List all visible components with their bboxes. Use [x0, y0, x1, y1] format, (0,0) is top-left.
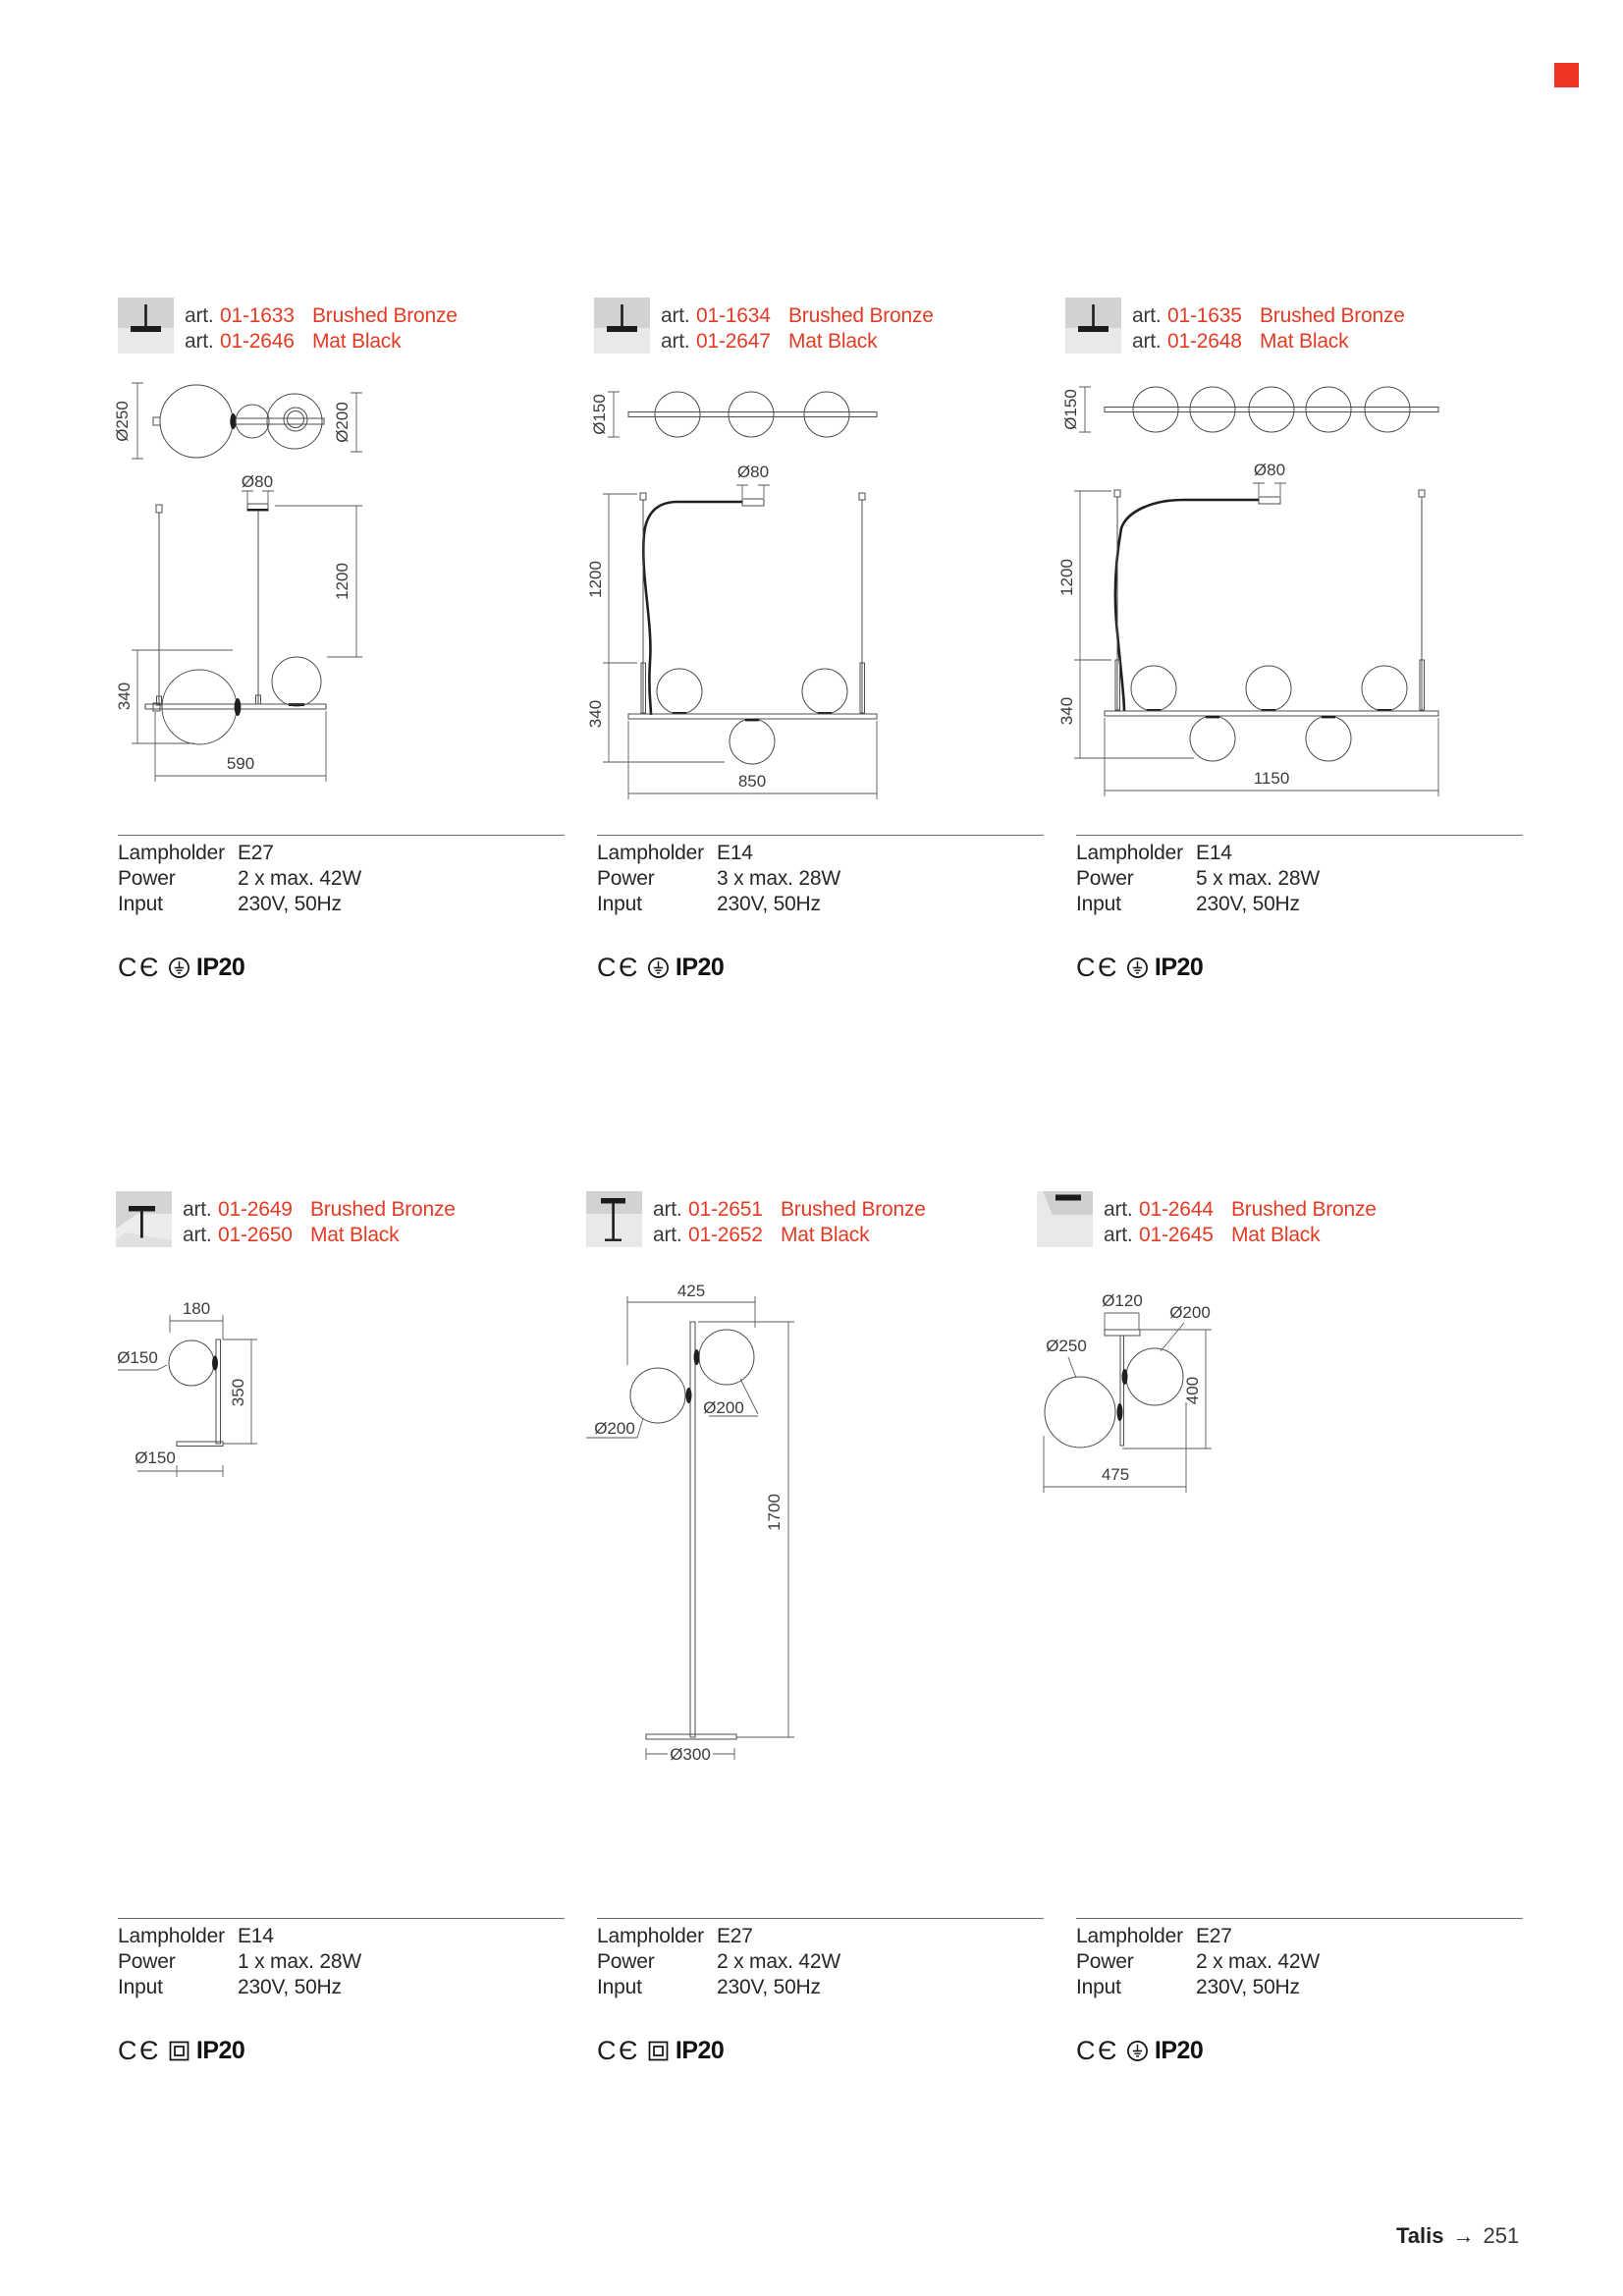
floor-mount-icon: [586, 1191, 642, 1247]
spec-row: [118, 1949, 565, 1975]
dim-label: Ø300: [670, 1745, 711, 1764]
spec-label: Lampholder: [597, 842, 704, 864]
glass-sphere: [162, 670, 237, 744]
protective-earth-icon: [168, 957, 190, 979]
ce-mark-icon: CЄ: [597, 2035, 640, 2065]
divider: [1076, 835, 1523, 836]
article-code: 01-2652: [688, 1224, 763, 1246]
spec-value: 230V, 50Hz: [717, 1976, 821, 1998]
article-code: 01-1633: [220, 304, 295, 327]
ce-mark-icon: CЄ: [1076, 2035, 1119, 2065]
dimension-drawing-floor-lamp: [560, 1269, 835, 1897]
dim-label: 340: [586, 699, 605, 729]
spec-label: Lampholder: [597, 1925, 704, 1947]
art-prefix: art.: [183, 1198, 212, 1221]
spec-value: 230V, 50Hz: [238, 1976, 342, 1998]
divider: [118, 1918, 565, 1919]
dim-label: 475: [1101, 1465, 1130, 1484]
spec-label: Input: [118, 893, 163, 915]
finish-label: Mat Black: [1231, 1224, 1321, 1246]
art-prefix: art.: [1132, 304, 1162, 327]
dim-label: 1150: [1253, 769, 1290, 788]
dim-label: 350: [229, 1378, 247, 1407]
page-footer: [1396, 2223, 1519, 2249]
spec-row: [1076, 841, 1523, 866]
spec-row: [597, 1975, 1044, 2000]
variant-line: [661, 329, 934, 355]
spec-row: [118, 841, 565, 866]
spec-label: Power: [1076, 1950, 1134, 1973]
dimension-drawing-table-lamp: [98, 1279, 393, 1495]
finish-label: Mat Black: [312, 330, 402, 353]
spec-value: 2 x max. 42W: [238, 867, 361, 890]
article-code: 01-2647: [696, 330, 771, 353]
product-header: [586, 1191, 926, 1248]
dim-label: 340: [115, 682, 134, 711]
spec-value: E14: [238, 1925, 274, 1947]
finish-label: Mat Black: [788, 330, 878, 353]
spec-row: [118, 1924, 565, 1949]
glass-sphere: [802, 669, 847, 714]
dim-label: Ø80: [736, 463, 770, 481]
front-view: [115, 472, 362, 782]
variant-line: [653, 1223, 926, 1248]
ceiling-mount-icon: [1037, 1191, 1093, 1247]
certifications: [597, 2036, 1044, 2065]
variant-line: [661, 303, 934, 329]
spec-row: [1076, 1949, 1523, 1975]
page-corner-marker: [1554, 63, 1579, 87]
variant-line: [1132, 303, 1405, 329]
art-prefix: art.: [661, 330, 690, 353]
ce-mark-icon: CЄ: [118, 952, 161, 982]
variant-line: [183, 1223, 456, 1248]
dim-label: 180: [182, 1299, 211, 1318]
finish-label: Brushed Bronze: [788, 304, 934, 327]
article-code: 01-2644: [1139, 1198, 1214, 1221]
product-header: [116, 1191, 456, 1248]
spec-label: Lampholder: [1076, 1925, 1183, 1947]
front-view: [586, 463, 877, 799]
variant-line: [1104, 1223, 1377, 1248]
glass-sphere: [169, 1340, 214, 1386]
spec-value: 5 x max. 28W: [1196, 867, 1320, 890]
product-header: [1065, 298, 1405, 355]
dim-label: Ø200: [594, 1419, 635, 1438]
product-header: [118, 298, 458, 355]
glass-sphere: [1246, 666, 1291, 711]
double-insulation-icon: [647, 2040, 670, 2062]
spec-row: [597, 1924, 1044, 1949]
spec-value: 1 x max. 28W: [238, 1950, 361, 1973]
article-code: 01-1635: [1167, 304, 1242, 327]
certifications: [597, 953, 1044, 982]
dim-label: 590: [226, 754, 255, 773]
product-header: [1037, 1191, 1377, 1248]
finish-label: Brushed Bronze: [310, 1198, 456, 1221]
certifications: [1076, 2036, 1523, 2065]
divider: [118, 835, 565, 836]
finish-label: Brushed Bronze: [1231, 1198, 1377, 1221]
table-mount-icon: [116, 1191, 172, 1247]
spec-value: 230V, 50Hz: [1196, 893, 1300, 915]
finish-label: Mat Black: [1260, 330, 1349, 353]
finish-label: Brushed Bronze: [1260, 304, 1405, 327]
glass-sphere: [1306, 716, 1351, 761]
article-code: 01-2651: [688, 1198, 763, 1221]
finish-label: Mat Black: [781, 1224, 870, 1246]
dimension-drawing-pendant-5l: [1051, 365, 1522, 807]
spec-value: E14: [717, 842, 753, 864]
article-code: 01-2646: [220, 330, 295, 353]
dim-label: 400: [1183, 1376, 1202, 1405]
spec-value: 230V, 50Hz: [238, 893, 342, 915]
dim-label: 340: [1057, 696, 1076, 726]
variant-line: [1104, 1197, 1377, 1223]
spec-row: [1076, 892, 1523, 917]
ip-rating: IP20: [1154, 2036, 1204, 2064]
spec-value: 2 x max. 42W: [717, 1950, 840, 1973]
ip-rating: IP20: [195, 2036, 245, 2064]
certifications: [1076, 953, 1523, 982]
certifications: [118, 2036, 565, 2065]
page-number: 251: [1483, 2223, 1520, 2248]
ip-rating: IP20: [675, 953, 725, 981]
finish-label: Brushed Bronze: [312, 304, 458, 327]
dim-label: 1700: [765, 1494, 784, 1531]
glass-sphere: [1045, 1377, 1115, 1448]
spec-row: [118, 1975, 565, 2000]
protective-earth-icon: [1126, 2040, 1149, 2062]
spec-label: Input: [118, 1976, 163, 1998]
spec-label: Power: [118, 867, 176, 890]
article-code: 01-1634: [696, 304, 771, 327]
spec-label: Power: [597, 1950, 655, 1973]
spec-value: 3 x max. 28W: [717, 867, 840, 890]
front-view: [1057, 461, 1438, 796]
ip-rating: IP20: [675, 2036, 725, 2064]
top-view: [590, 392, 877, 437]
arrow-icon: →: [1452, 2223, 1475, 2248]
dimension-drawing-pendant-3l: [579, 365, 992, 807]
ip-rating: IP20: [195, 953, 245, 981]
spec-value: E27: [238, 842, 274, 864]
glass-sphere: [272, 657, 321, 706]
spec-table: [1076, 835, 1523, 982]
dim-label: Ø200: [333, 402, 352, 443]
art-prefix: art.: [1104, 1198, 1133, 1221]
dim-label: Ø200: [1169, 1303, 1211, 1322]
dim-label: Ø150: [117, 1348, 158, 1367]
top-view: [1061, 387, 1438, 432]
dim-label: Ø250: [113, 401, 132, 442]
ce-mark-icon: CЄ: [1076, 952, 1119, 982]
variant-line: [185, 329, 458, 355]
dim-label: Ø150: [590, 394, 609, 435]
collection-name: Talis: [1396, 2223, 1444, 2248]
ce-mark-icon: CЄ: [597, 952, 640, 982]
spec-value: E27: [1196, 1925, 1232, 1947]
variant-line: [185, 303, 458, 329]
pendant-mount-icon: [594, 298, 650, 354]
finish-label: Mat Black: [310, 1224, 400, 1246]
spec-label: Power: [118, 1950, 176, 1973]
spec-value: 230V, 50Hz: [1196, 1976, 1300, 1998]
spec-label: Input: [597, 893, 642, 915]
article-code: 01-2649: [218, 1198, 293, 1221]
spec-table: [118, 835, 565, 982]
dim-label: 1200: [333, 563, 352, 600]
dim-label: Ø200: [703, 1398, 744, 1417]
spec-label: Input: [1076, 893, 1121, 915]
glass-sphere: [730, 719, 775, 764]
dim-label: 1200: [1057, 559, 1076, 596]
art-prefix: art.: [653, 1198, 682, 1221]
spec-label: Power: [597, 867, 655, 890]
ce-mark-icon: CЄ: [118, 2035, 161, 2065]
divider: [597, 835, 1044, 836]
variant-line: [1132, 329, 1405, 355]
spec-table: [1076, 1918, 1523, 2065]
glass-sphere: [699, 1330, 754, 1385]
spec-row: [118, 866, 565, 892]
art-prefix: art.: [661, 304, 690, 327]
spec-row: [597, 866, 1044, 892]
spec-row: [1076, 1924, 1523, 1949]
dim-label: Ø80: [1253, 461, 1286, 479]
art-prefix: art.: [183, 1224, 212, 1246]
art-prefix: art.: [653, 1224, 682, 1246]
article-code: 01-2645: [1139, 1224, 1214, 1246]
art-prefix: art.: [1132, 330, 1162, 353]
glass-sphere: [1131, 666, 1176, 711]
dimension-drawing-ceiling-lamp: [1011, 1269, 1325, 1514]
spec-row: [597, 892, 1044, 917]
dim-label: Ø250: [1046, 1337, 1087, 1355]
spec-row: [597, 841, 1044, 866]
spec-value: 230V, 50Hz: [717, 893, 821, 915]
spec-table: [118, 1918, 565, 2065]
spec-label: Input: [1076, 1976, 1121, 1998]
dim-label: Ø150: [135, 1449, 176, 1467]
glass-sphere: [630, 1368, 685, 1423]
spec-label: Power: [1076, 867, 1134, 890]
glass-sphere: [1190, 716, 1235, 761]
dim-label: Ø120: [1102, 1291, 1143, 1310]
protective-earth-icon: [647, 957, 670, 979]
spec-value: 2 x max. 42W: [1196, 1950, 1320, 1973]
spec-table: [597, 1918, 1044, 2065]
dim-label: 1200: [586, 561, 605, 598]
certifications: [118, 953, 565, 982]
spec-row: [597, 1949, 1044, 1975]
spec-value: E14: [1196, 842, 1232, 864]
art-prefix: art.: [1104, 1224, 1133, 1246]
dim-label: Ø80: [241, 472, 274, 491]
spec-table: [597, 835, 1044, 982]
article-code: 01-2648: [1167, 330, 1242, 353]
glass-sphere: [1126, 1348, 1183, 1405]
spec-row: [1076, 1975, 1523, 2000]
dimension-drawing-pendant-2l: [98, 365, 412, 797]
spec-label: Lampholder: [118, 1925, 225, 1947]
dim-label: Ø150: [1061, 389, 1080, 430]
product-header: [594, 298, 934, 355]
art-prefix: art.: [185, 304, 214, 327]
ip-rating: IP20: [1154, 953, 1204, 981]
spec-label: Input: [597, 1976, 642, 1998]
spec-label: Lampholder: [1076, 842, 1183, 864]
glass-sphere: [657, 669, 702, 714]
protective-earth-icon: [1126, 957, 1149, 979]
divider: [1076, 1918, 1523, 1919]
spec-row: [1076, 866, 1523, 892]
spec-label: Lampholder: [118, 842, 225, 864]
spec-row: [118, 892, 565, 917]
variant-line: [183, 1197, 456, 1223]
divider: [597, 1918, 1044, 1919]
art-prefix: art.: [185, 330, 214, 353]
article-code: 01-2650: [218, 1224, 293, 1246]
pendant-mount-icon: [118, 298, 174, 354]
dim-label: 425: [676, 1282, 706, 1300]
top-view: [113, 383, 362, 459]
pendant-mount-icon: [1065, 298, 1121, 354]
finish-label: Brushed Bronze: [781, 1198, 926, 1221]
dim-label: 850: [737, 772, 767, 791]
glass-sphere: [1362, 666, 1407, 711]
variant-line: [653, 1197, 926, 1223]
spec-value: E27: [717, 1925, 753, 1947]
double-insulation-icon: [168, 2040, 190, 2062]
